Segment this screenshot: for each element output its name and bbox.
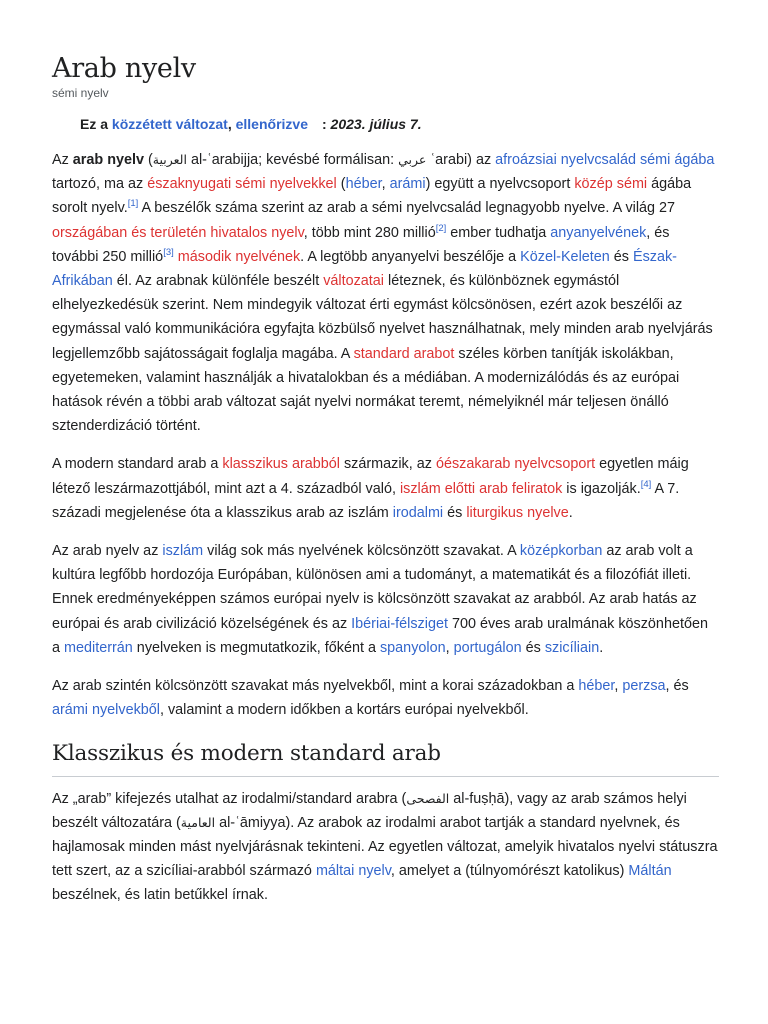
reference-4[interactable]: [4]: [640, 478, 652, 490]
link-heber[interactable]: héber: [345, 176, 382, 193]
text: léteznek, és különböznek egymástól elhelyezkedésük szerint. Nem mindegyik változat érti egymást kölcsönösen, ezért azok beszélői az egymással való kommunikációra egyfajta közbülső nyelvet használhatnak, mely minden arab nyelvjárás legjellemzőbb sajátosságait foglalja magába. A: [52, 273, 713, 362]
link-masodik-nyelv[interactable]: második nyelvének: [177, 248, 301, 265]
link-sziciliai[interactable]: szicíliain: [544, 639, 600, 656]
reference-2[interactable]: [2]: [435, 222, 447, 234]
arabic-script: العربية: [152, 152, 187, 167]
text: , és: [665, 678, 689, 695]
link-klasszikus-arab[interactable]: klasszikus arabból: [222, 456, 340, 473]
text: egyetlen máig létező leszármazottjából, mint azt a 4. századból való,: [52, 456, 689, 497]
text: A modern standard arab a: [52, 456, 223, 473]
article-body: [52, 148, 719, 922]
text: 700 éves arab uralmának köszönhetően a: [52, 615, 708, 656]
revision-comma: ,: [227, 116, 232, 132]
text: al-ʿāmiyya). Az arabok az irodalmi arabot tartják a standard nyelvnek, és hajlamosak minden mást nyelvjárásnak tekinteni. Az egyetlen változat, amelyik hivatalos nyelvi státuszra tett szert, az a szicíliai-arabból származó: [52, 814, 718, 880]
text: tartozó, ma az: [52, 176, 148, 193]
text: , több mint 280 millió: [303, 224, 436, 241]
link-perzsa[interactable]: perzsa: [622, 678, 666, 695]
link-kozepkor[interactable]: középkorban: [519, 543, 603, 560]
revision-notice: [80, 116, 422, 132]
text: ) együtt a nyelvcsoport: [425, 176, 575, 193]
revision-date: 2023. július 7.: [330, 116, 422, 132]
paragraph-intro: [52, 148, 719, 438]
link-eszaknyugati-semi[interactable]: északnyugati sémi nyelvekkel: [147, 176, 337, 193]
text: és: [609, 248, 633, 265]
text: (: [144, 152, 153, 168]
link-eszak-afrika[interactable]: Észak-Afrikában: [52, 248, 677, 290]
arabic-script: الفصحى: [406, 790, 450, 806]
link-iszlam-elotti-feliratok[interactable]: iszlám előtti arab feliratok: [399, 480, 563, 497]
link-irodalmi[interactable]: irodalmi: [392, 504, 444, 521]
link-afroazsiai[interactable]: afroázsiai nyelvcsalád: [495, 152, 636, 168]
text: él. Az arabnak különféle beszélt: [112, 273, 324, 290]
text: , és további 250 millió: [52, 224, 670, 265]
text: .: [599, 639, 604, 656]
link-anyanyelv[interactable]: anyanyelvének: [550, 224, 647, 241]
text: Az „arab” kifejezés utalhat az irodalmi/standard arabra (: [52, 790, 407, 807]
text: Az arab szintén kölcsönzött szavakat más nyelvekből, mint a korai századokban a: [52, 678, 579, 695]
text: ,: [381, 176, 390, 193]
text: beszélnek, és latin betűkkel írnak.: [52, 887, 268, 904]
text: ʿarabi) az: [426, 152, 496, 168]
text: ember tudhatja: [446, 224, 551, 241]
text: származik, az: [339, 456, 436, 473]
text: ,: [614, 678, 623, 695]
text: A 7. századi megjelenése óta a klasszikus arab az iszlám: [52, 480, 680, 521]
link-arami[interactable]: arámi: [389, 176, 426, 193]
revision-colon: :: [321, 116, 327, 132]
text: al-fuṣḥā), vagy az arab számos helyi beszélt változatára (: [52, 790, 687, 831]
text: nyelveken is megmutatkozik, főként a: [132, 639, 380, 656]
section-heading: Klasszikus és modern standard arab: [52, 742, 719, 776]
text: világ sok más nyelvének kölcsönzött szavakat. A: [203, 543, 520, 560]
text: . A legtöbb anyanyelvi beszélője a: [300, 248, 521, 265]
link-semi-agaba[interactable]: sémi ágába: [639, 152, 715, 168]
text: széles körben tanítják iskolákban, egyetemeken, valamint használják a hivatalokban és a médiában. A modernizálódás és az európai hatások révén a többi arab változat saját nyelvi normákat teremt, némelyiknél már teljesen önálló sztenderdizáció történt.: [52, 345, 680, 435]
link-hivatalos-nyelv[interactable]: országában és területén hivatalos nyelv: [52, 224, 304, 241]
reference-1[interactable]: [1]: [127, 198, 139, 210]
paragraph-influence: [52, 539, 719, 660]
page-title: Arab nyelv: [52, 53, 196, 84]
text: ,: [445, 639, 454, 656]
text: al-ʿarabijja; kevésbé formálisan:: [186, 152, 399, 168]
revision-prefix: Ez a: [80, 116, 109, 132]
text: , valamint a modern időkben a kortárs európai nyelvekből.: [159, 702, 529, 719]
link-mediterran[interactable]: mediterrán: [64, 639, 133, 656]
reference-3[interactable]: [3]: [163, 247, 174, 259]
link-liturgikus[interactable]: liturgikus nyelve: [466, 504, 569, 521]
checked-link[interactable]: ellenőrizve: [235, 116, 308, 132]
text: Az arab nyelv az: [52, 543, 163, 560]
link-iszlam[interactable]: iszlám: [162, 543, 204, 560]
link-arami-nyelvek[interactable]: arámi nyelvekből: [52, 702, 160, 719]
arabic-script: العامية: [180, 814, 216, 830]
link-valtozatai[interactable]: változatai: [323, 273, 384, 290]
text: , amelyet a (túlnyomórészt katolikus): [390, 863, 629, 880]
link-maltai-nyelv[interactable]: máltai nyelv: [315, 863, 391, 880]
link-heber[interactable]: héber: [578, 678, 615, 695]
text: és: [521, 639, 545, 656]
page-subtitle: sémi nyelv: [52, 86, 109, 100]
text: Az: [52, 152, 73, 168]
published-version-link[interactable]: közzétett változat: [111, 116, 228, 132]
link-oeszakarab[interactable]: óészakarab nyelvcsoport: [435, 456, 596, 473]
link-spanyol[interactable]: spanyolon: [379, 639, 446, 656]
paragraph-standard: [52, 787, 719, 908]
link-iberiai-felsziget[interactable]: Ibériai-félsziget: [351, 615, 448, 632]
link-portugal[interactable]: portugálon: [453, 639, 522, 656]
paragraph-origins: [52, 452, 719, 525]
arabic-script: عربي: [398, 152, 427, 167]
text: és: [443, 504, 467, 521]
paragraph-loanwords: [52, 674, 719, 722]
text: .: [568, 504, 573, 521]
text: (: [336, 176, 346, 193]
link-kozel-kelet[interactable]: Közel-Keleten: [520, 248, 610, 265]
text: A beszélők száma szerint az arab a sémi nyelvcsalád legnagyobb nyelve. A világ 27: [138, 200, 676, 217]
link-kozep-semi[interactable]: közép sémi: [574, 176, 648, 193]
link-standard-arab[interactable]: standard arabot: [353, 345, 455, 362]
bold-term: arab nyelv: [72, 152, 144, 168]
text: is igazolják.: [562, 480, 641, 497]
text: az arab volt a kultúra legfőbb hordozója Európában, különösen ami a tudományt, a matematikát és a filozófiát illeti. Ennek eredményeképpen számos európai nyelv is kölcsönzött szavakat az arabból. Az arab hatás az európai és arab civilizáció közelségének és az: [52, 543, 697, 632]
text: ágába sorolt nyelv.: [52, 176, 692, 217]
link-malta[interactable]: Máltán: [628, 863, 672, 880]
